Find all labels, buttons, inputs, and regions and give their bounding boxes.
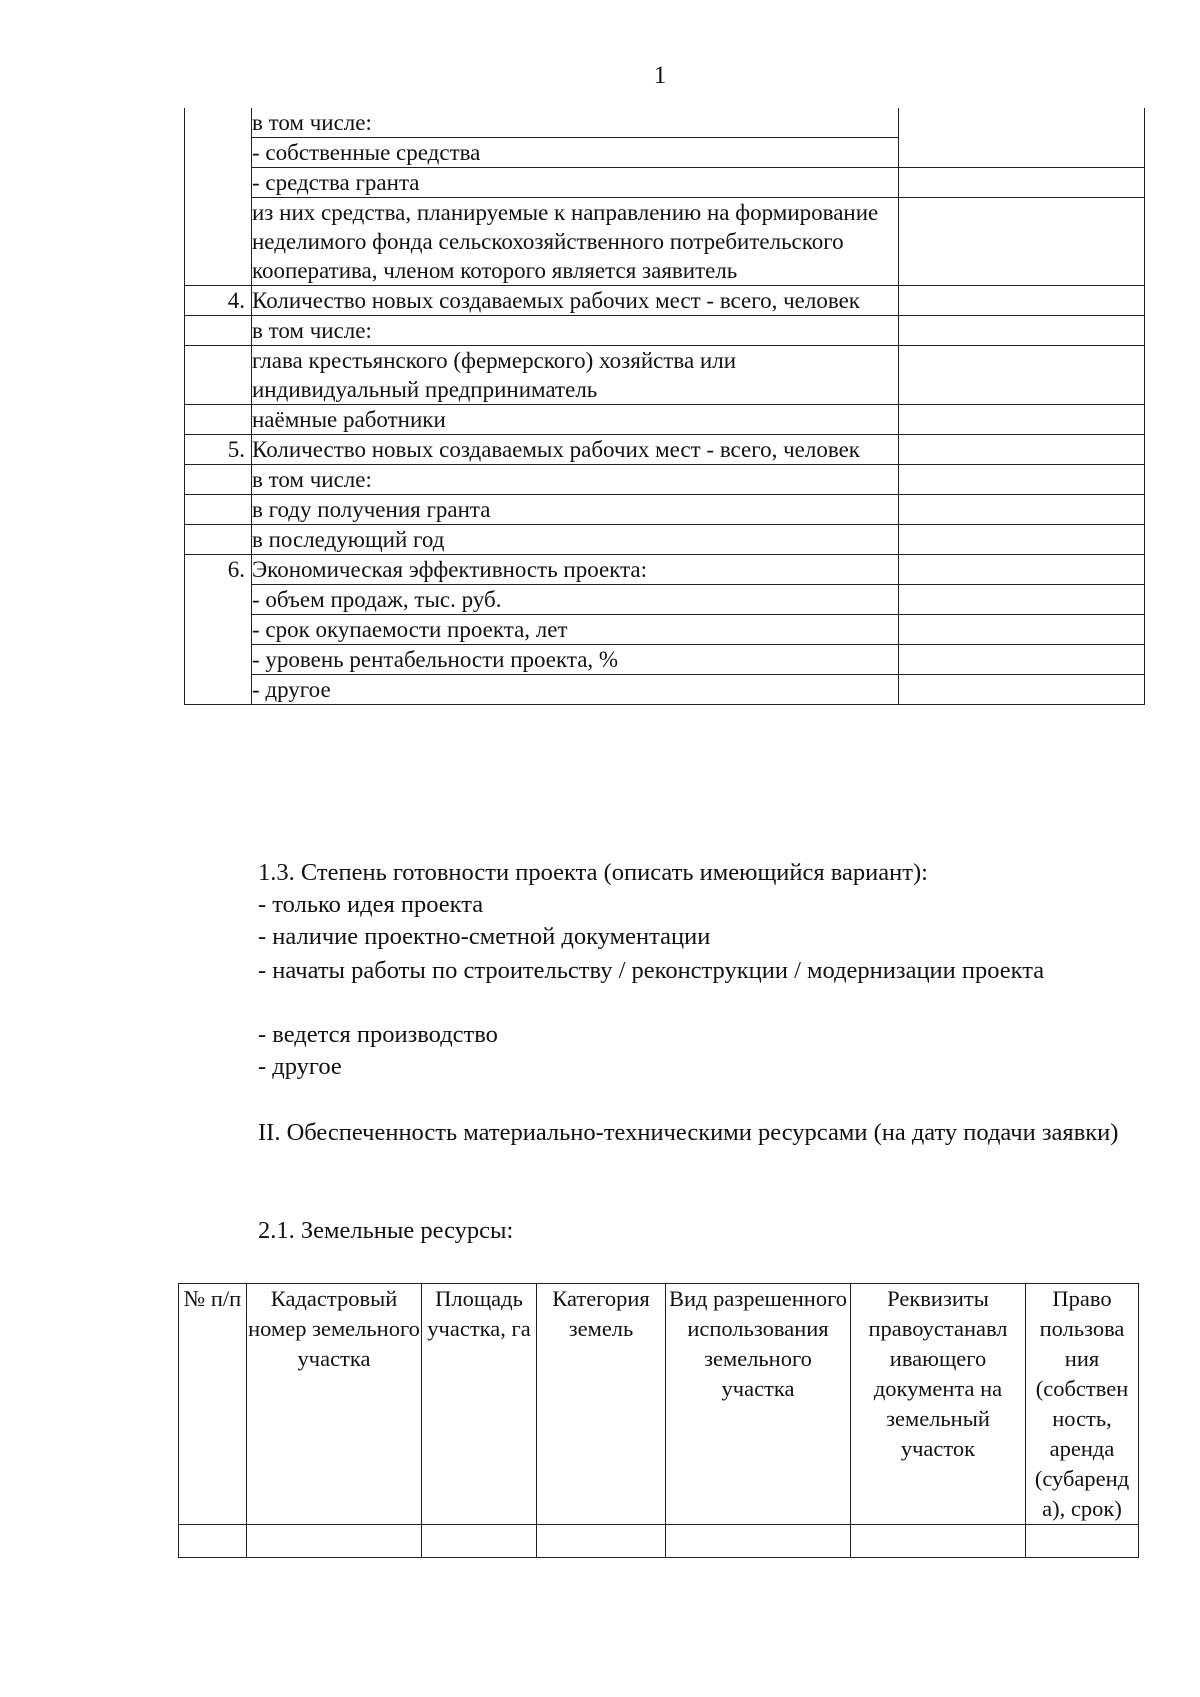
indicator-value-cell <box>899 198 1145 286</box>
readiness-option-construction: - начаты работы по строительству / реконструкции / модернизации проекта <box>258 957 1045 984</box>
row-number <box>185 615 252 645</box>
indicator-value-cell <box>899 495 1145 525</box>
empty-cell <box>422 1525 537 1558</box>
header-land-category: Категория земель <box>537 1284 666 1525</box>
indicator-value-cell <box>899 525 1145 555</box>
indicator-text: - срок окупаемости проекта, лет <box>252 615 899 645</box>
indicator-text: наёмные работники <box>252 405 899 435</box>
indicator-text: - собственные средства <box>252 138 899 168</box>
readiness-option-documentation: - наличие проектно-сметной документации <box>258 923 711 950</box>
indicator-value-cell <box>899 585 1145 615</box>
land-table-empty-row <box>179 1525 1139 1558</box>
row-number <box>185 465 252 495</box>
indicator-text: в году получения гранта <box>252 495 899 525</box>
indicator-text: в последующий год <box>252 525 899 555</box>
header-cadastral-number: Кадастровый номер земельного участка <box>247 1284 422 1525</box>
indicator-row <box>185 435 1145 465</box>
empty-cell <box>179 1525 247 1558</box>
indicator-row <box>185 405 1145 435</box>
empty-cell <box>851 1525 1026 1558</box>
empty-cell <box>1026 1525 1139 1558</box>
section-2-title: II. Обеспеченность материально-техническими ресурсами (на дату подачи заявки) <box>258 1119 1119 1146</box>
indicator-row <box>185 645 1145 675</box>
indicator-text: - уровень рентабельности проекта, % <box>252 645 899 675</box>
indicator-value-cell <box>899 465 1145 495</box>
readiness-option-other: - другое <box>258 1053 342 1080</box>
row-number <box>185 525 252 555</box>
indicator-row <box>185 465 1145 495</box>
indicator-text: в том числе: <box>252 108 899 138</box>
indicator-text: Количество новых создаваемых рабочих мест - всего, человек <box>252 286 899 316</box>
indicator-text: из них средства, планируемые к направлению на формирование неделимого фонда сельскохозяйственного потребительского кооператива, членом которого является заявитель <box>252 198 899 286</box>
empty-cell <box>666 1525 851 1558</box>
row-number <box>185 405 252 435</box>
row-number <box>185 675 252 705</box>
land-resources-table <box>178 1283 1139 1558</box>
header-title-document: Реквизиты правоустанавл ивающего документа на земельный участок <box>851 1284 1026 1525</box>
row-number <box>185 198 252 286</box>
row-number <box>185 316 252 346</box>
indicator-text: - средства гранта <box>252 168 899 198</box>
indicator-row <box>185 615 1145 645</box>
row-number <box>185 168 252 198</box>
indicator-row <box>185 585 1145 615</box>
indicator-value-cell <box>899 316 1145 346</box>
indicator-row <box>185 316 1145 346</box>
row-number <box>185 585 252 615</box>
row-number: 6. <box>185 555 252 585</box>
empty-cell <box>247 1525 422 1558</box>
indicator-text: - другое <box>252 675 899 705</box>
empty-cell <box>537 1525 666 1558</box>
readiness-option-idea: - только идея проекта <box>258 891 484 918</box>
indicator-row <box>185 495 1145 525</box>
header-area: Площадь участка, га <box>422 1284 537 1525</box>
indicator-row <box>185 168 1145 198</box>
header-number: № п/п <box>179 1284 247 1525</box>
land-table-header-row <box>179 1284 1139 1525</box>
indicator-value-cell <box>899 645 1145 675</box>
indicator-value-cell <box>899 286 1145 316</box>
header-permitted-use: Вид разрешенного использования земельного участка <box>666 1284 851 1525</box>
indicator-row <box>185 555 1145 585</box>
section-2-1-title: 2.1. Земельные ресурсы: <box>258 1217 514 1244</box>
row-number: 4. <box>185 286 252 316</box>
indicator-value-cell <box>899 405 1145 435</box>
indicator-value-cell <box>899 346 1145 405</box>
indicator-value-cell <box>899 435 1145 465</box>
header-usage-right: Право пользова ния (собствен ность, аренда (субаренд а), срок) <box>1026 1284 1139 1525</box>
indicator-row <box>185 675 1145 705</box>
indicator-value-cell <box>899 615 1145 645</box>
row-number: 5. <box>185 435 252 465</box>
indicator-value-cell <box>899 675 1145 705</box>
indicator-text: Количество новых создаваемых рабочих мест - всего, человек <box>252 435 899 465</box>
readiness-option-production: - ведется производство <box>258 1021 498 1048</box>
row-number <box>185 108 252 138</box>
indicator-row <box>185 108 1145 138</box>
row-number <box>185 346 252 405</box>
indicator-text: Экономическая эффективность проекта: <box>252 555 899 585</box>
indicator-text: в том числе: <box>252 465 899 495</box>
indicator-value-cell <box>899 108 1145 168</box>
indicator-text: глава крестьянского (фермерского) хозяйства или индивидуальный предприниматель <box>252 346 899 405</box>
indicator-row <box>185 525 1145 555</box>
indicator-text: в том числе: <box>252 316 899 346</box>
indicator-row <box>185 346 1145 405</box>
page-number: 1 <box>653 62 667 89</box>
indicator-value-cell <box>899 555 1145 585</box>
section-1-3-title: 1.3. Степень готовности проекта (описать имеющийся вариант): <box>258 859 928 886</box>
row-number <box>185 645 252 675</box>
indicator-text: - объем продаж, тыс. руб. <box>252 585 899 615</box>
indicator-row <box>185 286 1145 316</box>
project-indicators-table <box>184 108 1145 705</box>
row-number <box>185 138 252 168</box>
indicator-value-cell <box>899 168 1145 198</box>
row-number <box>185 495 252 525</box>
indicator-row <box>185 198 1145 286</box>
